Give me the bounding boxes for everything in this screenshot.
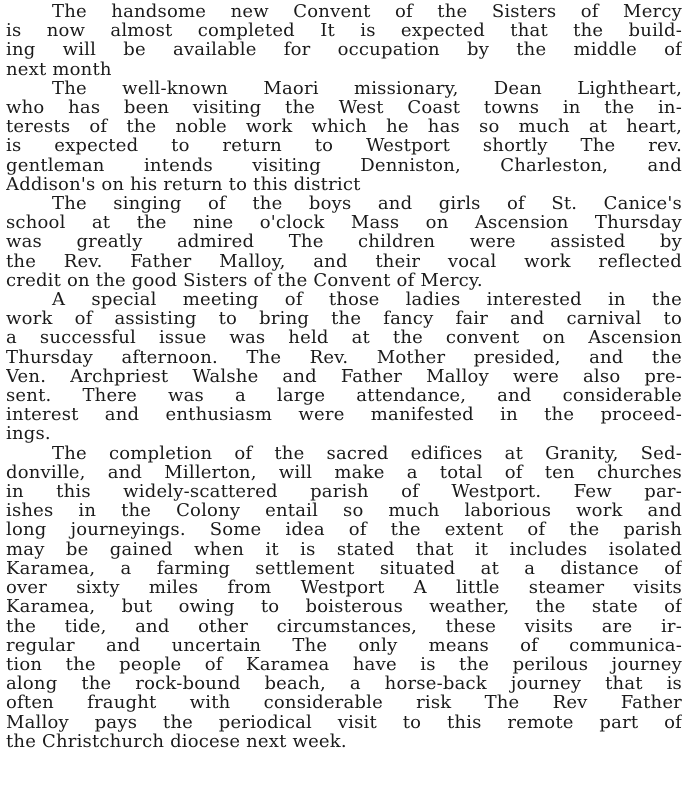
text-line: may be gained when it is stated that it includes isolated xyxy=(6,539,682,559)
text-line: ings. xyxy=(6,424,51,444)
text-line: a successful issue was held at the convent on Ascension xyxy=(6,328,682,348)
text-line: terests of the noble work which he has so much at heart, xyxy=(6,117,682,137)
text-line: along the rock-bound beach, a horse-back journey that is xyxy=(6,674,682,694)
text-line: credit on the good Sisters of the Convent of Mercy. xyxy=(6,270,483,291)
paragraph-churches xyxy=(6,444,682,751)
text-line: sent. There was a large attendance, and considerable xyxy=(6,386,682,406)
text-line: is now almost completed It is expected that the build- xyxy=(6,21,682,41)
text-line: the Rev. Father Malloy, and their vocal work reflected xyxy=(6,251,682,271)
text-line: Ven. Archpriest Walshe and Father Malloy were also pre- xyxy=(6,366,682,387)
text-line: in this widely-scattered parish of Westport. Few par- xyxy=(6,482,682,502)
text-line: A special meeting of those ladies interested in the xyxy=(52,290,682,310)
text-line: The completion of the sacred edifices at Granity, Sed- xyxy=(52,443,682,463)
text-line: The singing of the boys and girls of St. Canice's xyxy=(52,194,682,214)
text-line: who has been visiting the West Coast towns in the in- xyxy=(6,98,682,118)
text-line: long journeyings. Some idea of the extent of the parish xyxy=(6,520,682,540)
text-line: Addison's on his return to this district xyxy=(6,174,361,195)
paragraph-missionary xyxy=(6,79,682,194)
text-line: Karamea, but owing to boisterous weather, the state of xyxy=(6,597,682,617)
text-line: The well-known Maori missionary, Dean Lightheart, xyxy=(52,78,682,99)
text-line: the Christchurch diocese next week. xyxy=(6,731,347,751)
paragraph-meeting xyxy=(6,290,682,444)
text-line: work of assisting to bring the fancy fair and carnival to xyxy=(6,309,682,329)
text-line: over sixty miles from Westport A little steamer visits xyxy=(6,578,682,598)
paragraph-singing xyxy=(6,194,682,290)
paragraph-convent xyxy=(6,2,682,79)
text-line: The handsome new Convent of the Sisters of Mercy xyxy=(52,2,682,22)
text-line: interest and enthusiasm were manifested in the proceed- xyxy=(6,405,682,425)
text-line: gentleman intends visiting Denniston, Charleston, and xyxy=(6,155,682,175)
text-line: regular and uncertain The only means of communica- xyxy=(6,635,682,655)
text-line: was greatly admired The children were assisted by xyxy=(6,232,682,252)
text-line: school at the nine o'clock Mass on Ascension Thursday xyxy=(6,213,682,233)
text-line: is expected to return to Westport shortly The rev. xyxy=(6,136,682,156)
text-line: tion the people of Karamea have is the perilous journey xyxy=(6,654,682,675)
text-line: ishes in the Colony entail so much laborious work and xyxy=(6,501,682,521)
text-line: Malloy pays the periodical visit to this remote part of xyxy=(6,712,682,732)
text-line: often fraught with considerable risk The Rev Father xyxy=(6,693,682,713)
text-line: donville, and Millerton, will make a total of ten churches xyxy=(6,462,682,483)
text-line: the tide, and other circumstances, these visits are ir- xyxy=(6,616,682,636)
text-line: next month xyxy=(6,59,112,79)
text-line: Karamea, a farming settlement situated at a distance of xyxy=(6,558,682,579)
text-line: ing will be available for occupation by the middle of xyxy=(6,40,682,60)
text-line: Thursday afternoon. The Rev. Mother presided, and the xyxy=(6,347,682,367)
